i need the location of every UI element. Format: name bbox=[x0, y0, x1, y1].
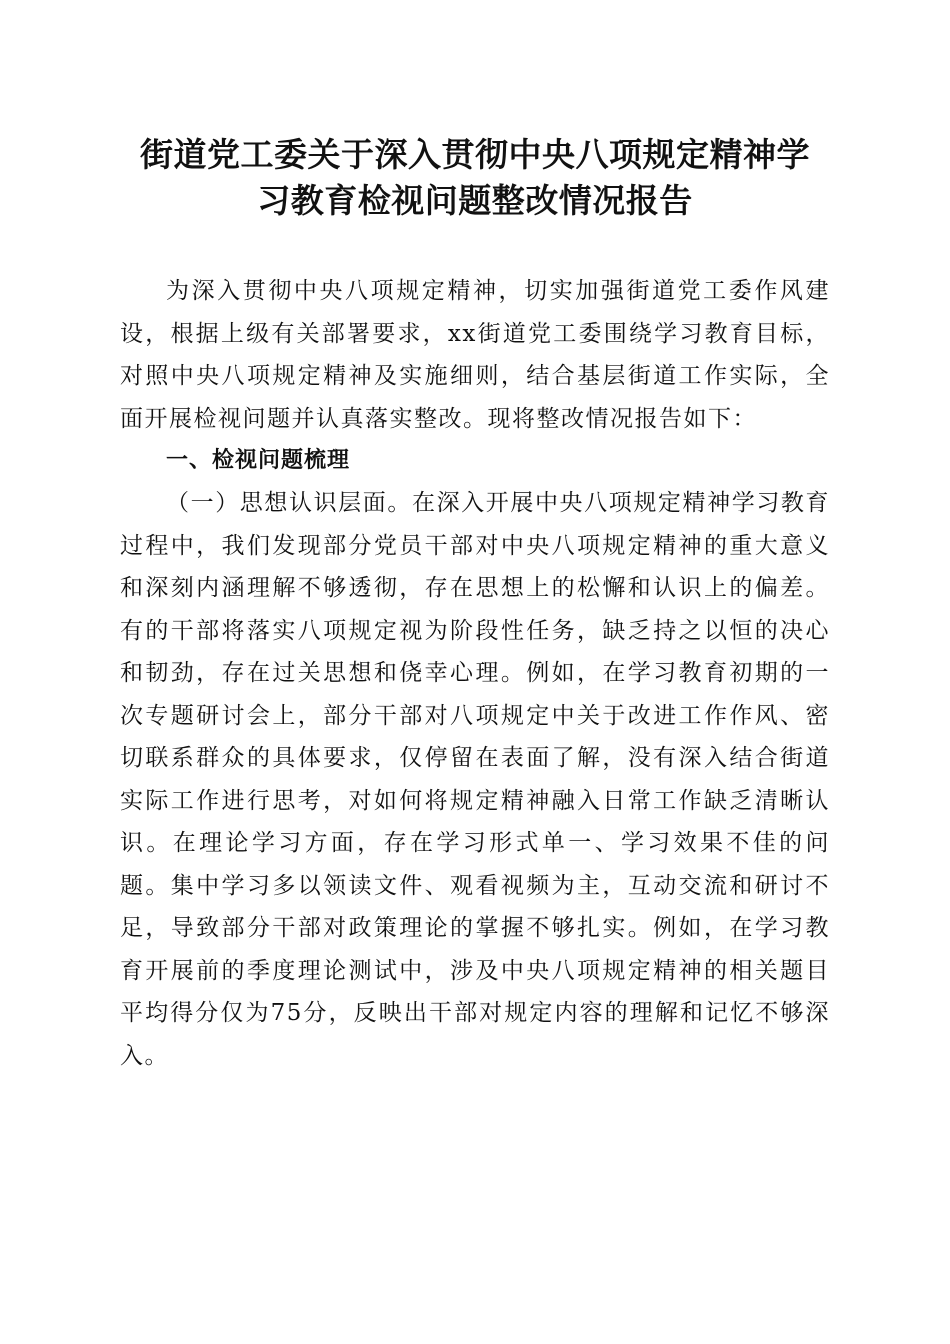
document-page bbox=[120, 132, 830, 1077]
title-line-1: 街道党工委关于深入贯彻中央八项规定精神学 bbox=[140, 135, 810, 174]
section-1-heading: 一、检视问题梳理 bbox=[166, 448, 351, 473]
subsection-1-paragraph bbox=[120, 482, 830, 1077]
subsection-1-body: 在深入开展中央八项规定精神学习教育过程中，我们发现部分党员干部对中央八项规定精神的重大意义和深刻内涵理解不够透彻，存在思想上的松懈和认识上的偏差。有的干部将落实八项规定视为阶段性任务，缺乏持之以恒的决心和韧劲，存在过关思想和侥幸心理。例如，在学习教育初期的一次专题研讨会上，部分干部对八项规定中关于改进工作作风、密切联系群众的具体要求，仅停留在表面了解，没有深入结合街道实际工作进行思考，对如何将规定精神融入日常工作缺乏清晰认识。在理论学习方面，存在学习形式单一、学习效果不佳的问题。集中学习多以领读文件、观看视频为主，互动交流和研讨不足，导致部分干部对政策理论的掌握不够扎实。例如，在学习教育开展前的季度理论测试中，涉及中央八项规定精神的相关题目平均得分仅为75分，反映出干部对规定内容的理解和记忆不够深入。 bbox=[120, 490, 831, 1069]
document-title bbox=[120, 132, 830, 224]
subsection-1-label: （一）思想认识层面。 bbox=[166, 490, 412, 516]
title-line-2: 习教育检视问题整改情况报告 bbox=[257, 181, 693, 220]
intro-paragraph: 为深入贯彻中央八项规定精神，切实加强街道党工委作风建设，根据上级有关部署要求，xx街道党工委围绕学习教育目标，对照中央八项规定精神及实施细则，结合基层街道工作实际，全面开展检视问题并认真落实整改。现将整改情况报告如下： bbox=[120, 278, 830, 432]
